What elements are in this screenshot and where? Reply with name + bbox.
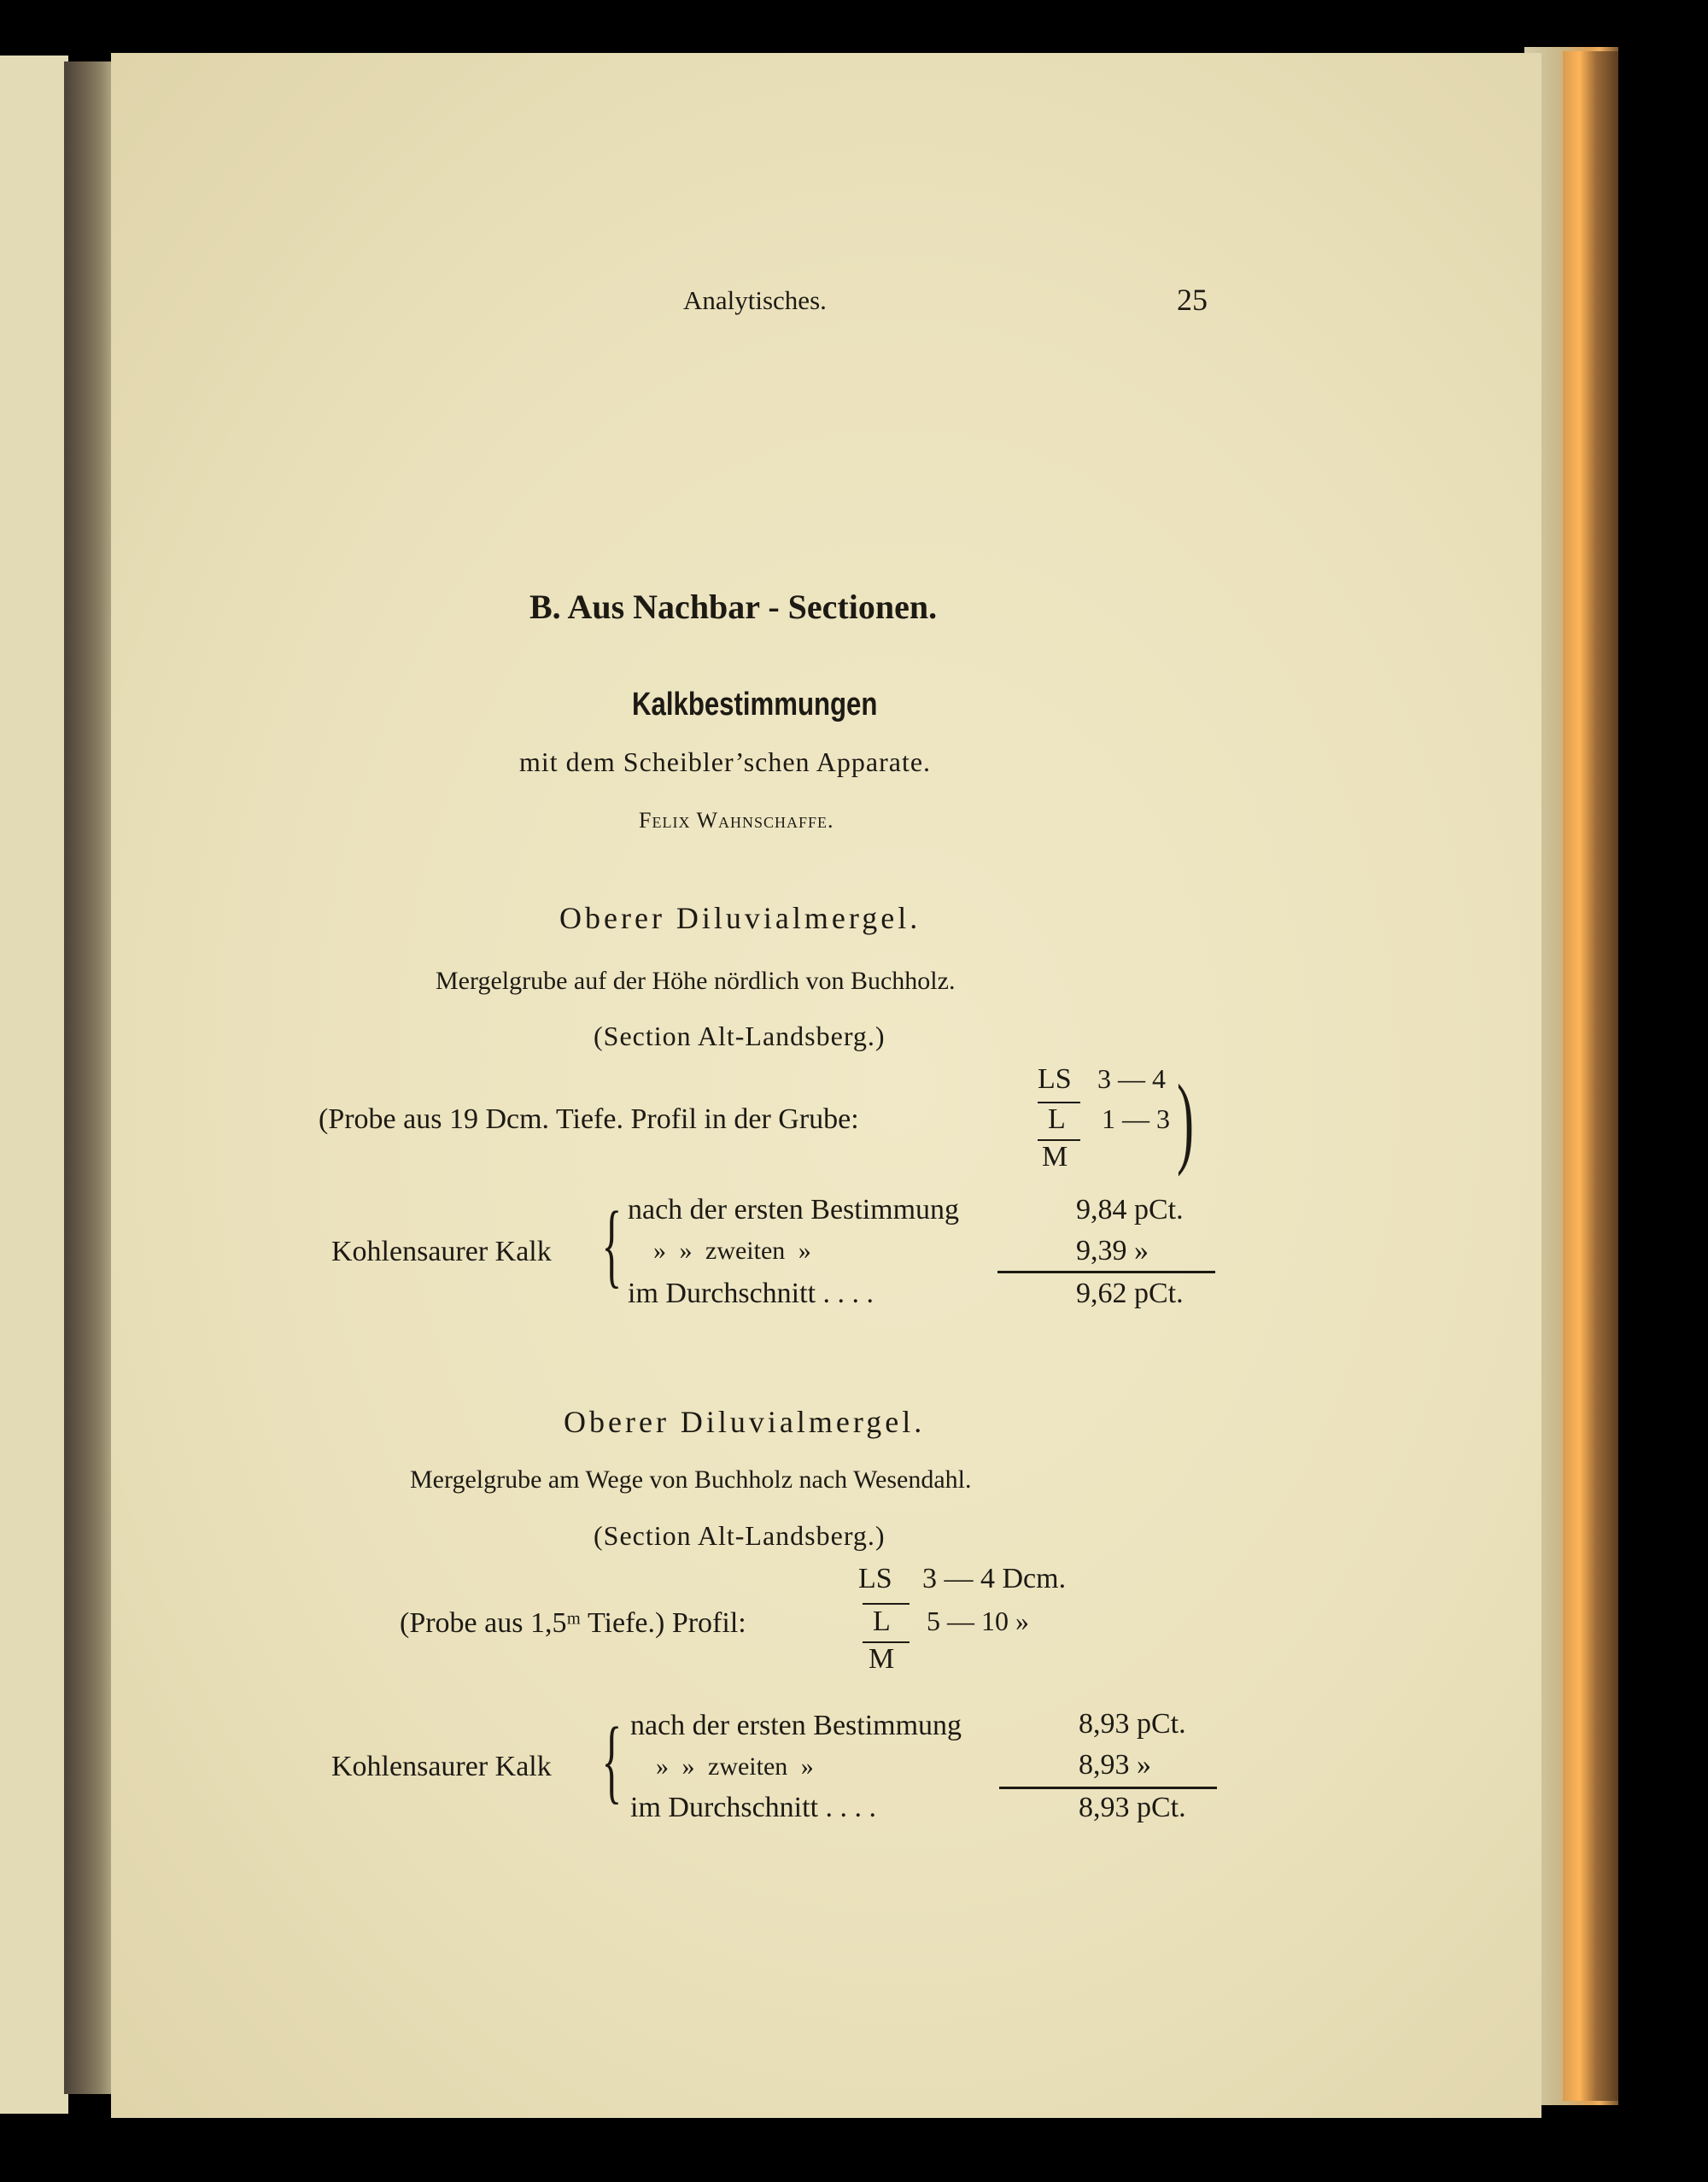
analysis-row-value: 8,93 » xyxy=(1079,1749,1151,1781)
method-line: mit dem Scheibler’schen Apparate. xyxy=(519,746,932,777)
subheading: Kalkbestimmungen xyxy=(632,687,878,722)
analysis-row-label: im Durchschnitt . . . . xyxy=(630,1792,877,1823)
profile-ls-value: 3 — 4 xyxy=(1097,1063,1166,1094)
profile-ls-value: 3 — 4 Dcm. xyxy=(922,1563,1067,1594)
sample-title: Oberer Diluvialmergel. xyxy=(559,901,921,935)
curly-brace: { xyxy=(601,1708,623,1812)
analysis-label: Kohlensaurer Kalk xyxy=(331,1236,552,1267)
section-title: B. Aus Nachbar - Sectionen. xyxy=(529,588,938,626)
running-title: Analytisches. xyxy=(683,285,827,315)
analysis-row-value: 9,62 pCt. xyxy=(1076,1278,1184,1309)
book-page xyxy=(111,53,1541,2118)
analysis-row-label: » » zweiten » xyxy=(656,1752,814,1781)
probe-line: (Probe aus 1,5ᵐ Tiefe.) Profil: xyxy=(400,1607,746,1639)
profile-l: L xyxy=(1048,1103,1066,1135)
analysis-row-value: 9,39 » xyxy=(1076,1235,1149,1266)
profile-ls: LS xyxy=(1038,1063,1072,1095)
profile-l: L xyxy=(873,1606,891,1637)
profile-m: M xyxy=(1042,1141,1068,1173)
sample-section: (Section Alt-Landsberg.) xyxy=(594,1520,886,1551)
sample-section: (Section Alt-Landsberg.) xyxy=(594,1021,886,1051)
sample-location: Mergelgrube auf der Höhe nördlich von Buchholz. xyxy=(436,967,956,995)
sample-location: Mergelgrube am Wege von Buchholz nach Wesendahl. xyxy=(410,1465,972,1494)
profile-rule xyxy=(863,1603,910,1605)
analysis-row-value: 9,84 pCt. xyxy=(1076,1194,1184,1226)
analysis-label: Kohlensaurer Kalk xyxy=(331,1751,552,1782)
analysis-row-label: nach der ersten Bestimmung xyxy=(628,1194,960,1226)
profile-l-value: 1 — 3 xyxy=(1102,1103,1170,1134)
probe-line: (Probe aus 19 Dcm. Tiefe. Profil in der Grube: xyxy=(319,1103,859,1135)
analysis-row-value: 8,93 pCt. xyxy=(1079,1792,1186,1823)
author: Felix Wahnschaffe. xyxy=(639,808,834,833)
sample-title: Oberer Diluvialmergel. xyxy=(564,1405,926,1439)
book-gutter xyxy=(64,61,115,2094)
page-number: 25 xyxy=(1177,283,1208,317)
curly-brace: { xyxy=(601,1192,623,1296)
sum-rule xyxy=(999,1787,1217,1789)
profile-m: M xyxy=(869,1643,895,1675)
profile-l-value: 5 — 10 » xyxy=(927,1606,1029,1636)
closing-parenthesis: ) xyxy=(1176,1063,1194,1177)
analysis-row-label: nach der ersten Bestimmung xyxy=(630,1710,962,1741)
profile-ls: LS xyxy=(858,1563,892,1594)
analysis-row-label: im Durchschnitt . . . . xyxy=(628,1278,874,1309)
analysis-row-label: » » zweiten » xyxy=(653,1237,811,1265)
analysis-row-value: 8,93 pCt. xyxy=(1079,1708,1186,1740)
sum-rule xyxy=(997,1271,1215,1273)
facing-page-edge xyxy=(0,56,68,2114)
book-cover-edge xyxy=(1563,51,1618,2101)
